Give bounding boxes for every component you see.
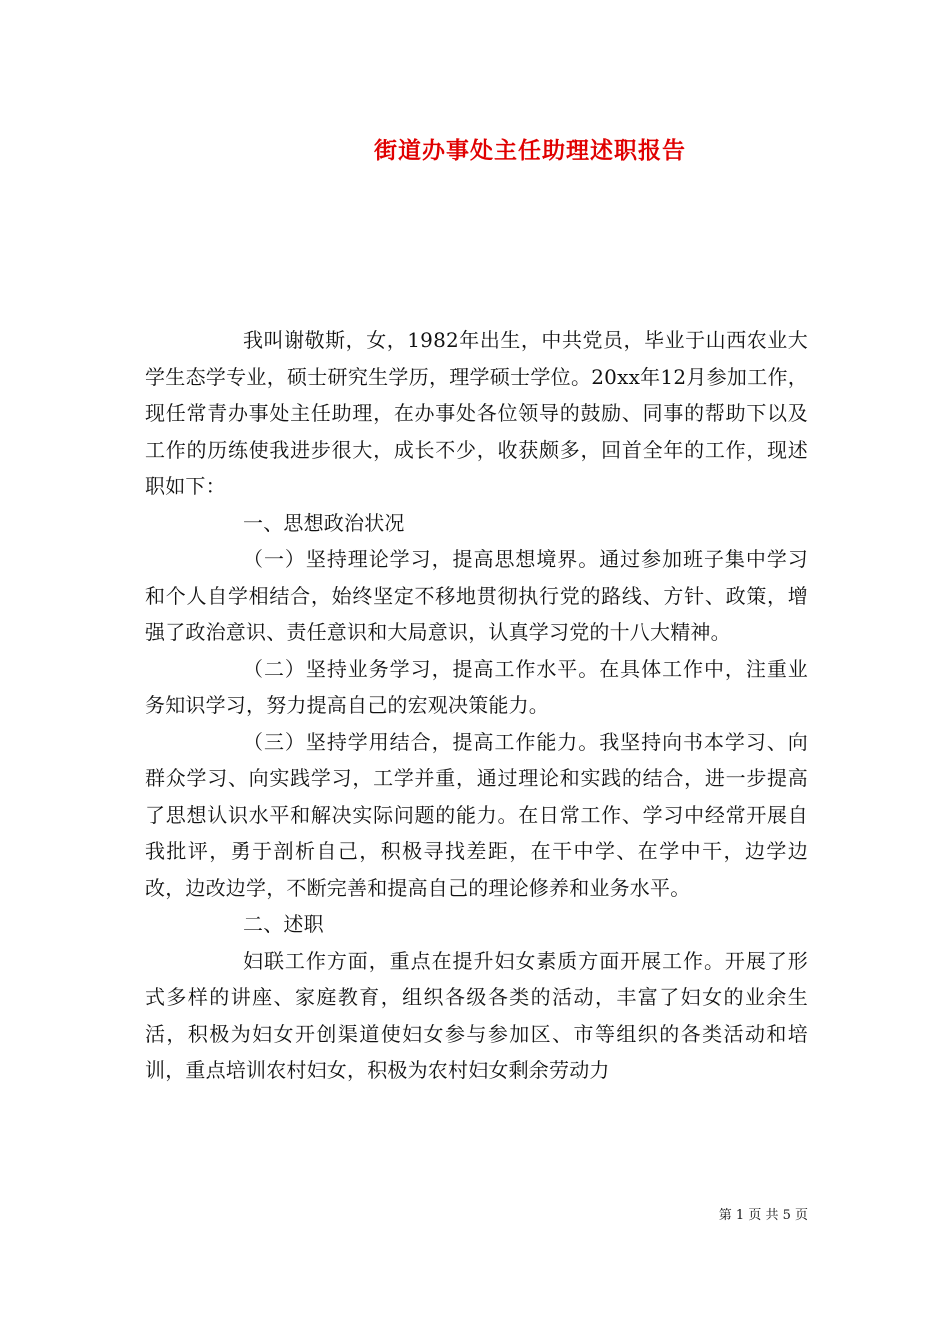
paragraph-1-1: （一）坚持理论学习，提高思想境界。通过参加班子集中学习和个人自学相结合，始终坚定不移地贯彻执行党的路线、方针、政策，增强了政治意识、责任意识和大局意识，认真学习党的十八大精神。 <box>145 547 808 644</box>
paragraph-1-3: （三）坚持学用结合，提高工作能力。我坚持向书本学习、向群众学习、向实践学习，工学并重，通过理论和实践的结合，进一步提高了思想认识水平和解决实际问题的能力。在日常工作、学习中经常开展自我批评，勇于剖析自己，积极寻找差距，在干中学、在学中干，边学边改，边改边学，不断完善和提高自己的理论修养和业务水平。 <box>145 729 808 900</box>
document-title: 街道办事处主任助理述职报告 <box>374 137 686 164</box>
heading-section-1: 一、思想政治状况 <box>243 510 405 535</box>
paragraph-1-2: （二）坚持业务学习，提高工作水平。在具体工作中，注重业务知识学习，努力提高自己的宏观决策能力。 <box>145 656 808 717</box>
page-number-footer: 第 1 页 共 5 页 <box>718 1208 808 1223</box>
paragraph-intro: 我叫谢敬斯，女，1982年出生，中共党员，毕业于山西农业大学生态学专业，硕士研究生学历，理学硕士学位。20xx年12月参加工作，现任常青办事处主任助理，在办事处各位领导的鼓励、同事的帮助下以及工作的历练使我进步很大，成长不少，收获颇多，回首全年的工作，现述职如下： <box>145 328 808 498</box>
paragraph-2-1: 妇联工作方面，重点在提升妇女素质方面开展工作。开展了形式多样的讲座、家庭教育，组织各级各类的活动，丰富了妇女的业余生活，积极为妇女开创渠道使妇女参与参加区、市等组织的各类活动和培训，重点培训农村妇女，积极为农村妇女剩余劳动力 <box>145 948 808 1082</box>
document-body <box>145 322 808 1089</box>
heading-section-2: 二、述职 <box>243 912 324 936</box>
